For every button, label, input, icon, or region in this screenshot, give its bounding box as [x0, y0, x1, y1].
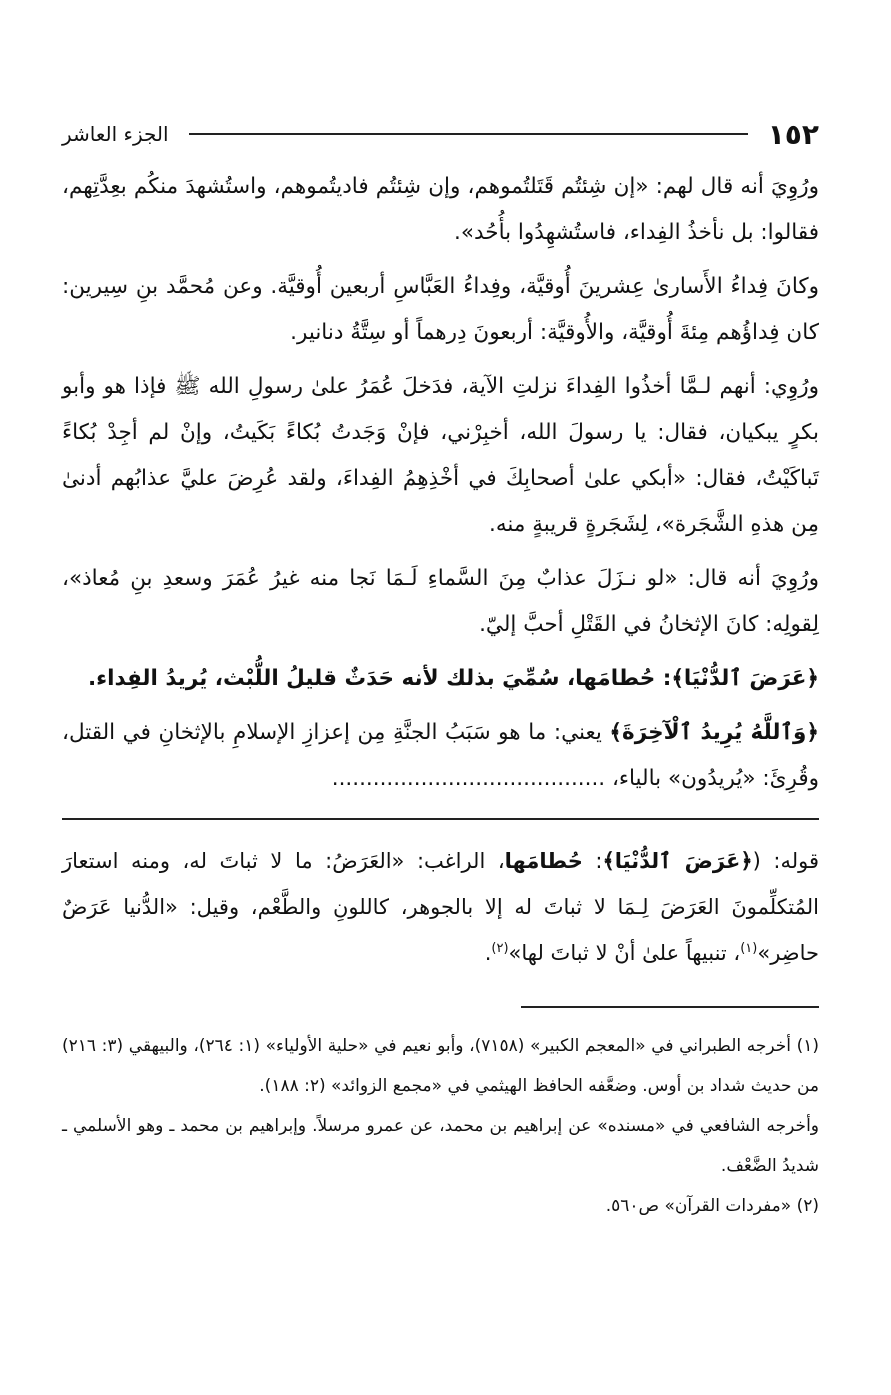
quran-quote: ﴿عَرَضَ ٱلدُّنْيَا﴾	[671, 666, 819, 691]
footnote-ref-1[interactable]: (١)	[740, 941, 758, 956]
quran-quote: ﴿وَٱللَّهُ يُرِيدُ ٱلْآخِرَةَ﴾	[609, 720, 819, 745]
footnote-ref-2[interactable]: (٢)	[491, 941, 509, 956]
paragraph-6	[62, 710, 819, 802]
commentary-intro: قوله: (	[752, 849, 819, 873]
footnote-2: (٢) «مفردات القرآن» ص٥٦٠.	[605, 1196, 819, 1216]
footnote-1: (١) أخرجه الطبراني في «المعجم الكبير» (٧١٥٨)، وأبو نعيم في «حلية الأولياء» (١: ٢٦٤)، والبيهقي (٣: ٢١٦) من حديث شداد بن أوس. وضعَّفه الحافظ الهيثمي في «مجمع الزوائد» (٢: ١٨٨).	[62, 1036, 819, 1096]
footnotes-rule	[521, 1006, 819, 1008]
footnotes-rule-wrap	[62, 1006, 819, 1008]
paragraph-4: ورُوِيَ أنه قال: «لو نـزَلَ عذابٌ مِنَ السَّماءِ لَـمَا نَجا منه غيرُ عُمَرَ وسعدِ بنِ مُعاذ»، لِقولِه: كانَ الإثخانُ في القَتْلِ أحبَّ إليّ.	[62, 566, 819, 637]
page-number: ١٥٢	[767, 117, 819, 151]
paragraph-6-text: يعني: ما هو سَبَبُ الجنَّةِ مِن إعزازِ الإسلامِ بالإثخانِ في القتل، وقُرِئَ: «يُريدُون» بالياء، ........................................	[62, 720, 819, 791]
paragraph-2: وكانَ فِداءُ الأَسارىٰ عِشرينَ أُوقيَّة، وفِداءُ العَبَّاسِ أربعين أُوقيَّة. وعن مُحمَّد بنِ سِيرين: كان فِداؤُهم مِئةَ أُوقيَّة، والأُوقيَّة: أربعونَ دِرهماً أو سِتَّةُ دنانير.	[62, 274, 819, 345]
commentary-end: .	[484, 941, 492, 965]
paragraph-1: ورُوِيَ أنه قال لهم: «إن شِئتُم قَتَلتُموهم، وإن شِئتُم فاديتُموهم، واستُشهدَ منكُم بعِدَّتِهم، فقالوا: بل نأخذُ الفِداء، فاستُشهِدُوا بأُحُد».	[62, 174, 819, 245]
paragraph-5	[62, 656, 819, 702]
quran-quote: ﴿عَرَضَ ٱلدُّنْيَا﴾	[602, 849, 753, 873]
commentary-keyword: حُطامَها	[504, 849, 583, 873]
part-title: الجزء العاشر	[62, 122, 169, 146]
commentary-text: ، الراغب: «العَرَضُ: ما لا ثباتَ له، ومنه استعارَ المُتكلِّمونَ العَرَضَ لِـمَا لا ثباتَ له إلا بالجوهر، كاللونِ والطَّعْم، وقيل: «الدُّنيا عَرَضٌ حاضِر»	[62, 849, 819, 965]
commentary-after-quran: :	[582, 849, 603, 873]
book-page	[62, 112, 819, 1226]
paragraph-5-text: : حُطامَها، سُمِّيَ بذلك لأنه حَدَثٌ قليلُ اللُّبْث، يُريدُ الفِداء.	[88, 666, 672, 691]
running-header	[62, 112, 819, 156]
commentary-text-2: ، تنبيهاً علىٰ أنْ لا ثباتَ لها»	[508, 941, 741, 965]
footnotes	[62, 1026, 819, 1226]
main-text-rule	[62, 818, 819, 820]
commentary	[62, 838, 819, 976]
main-text	[62, 164, 819, 802]
header-rule	[189, 133, 748, 135]
footnote-1-continued: وأخرجه الشافعي في «مسنده» عن إبراهيم بن محمد، عن عمرو مرسلاً. وإبراهيم بن محمد ـ وهو الأسلمي ـ شديدُ الضَّعْف.	[62, 1116, 819, 1176]
paragraph-3: ورُوِي: أنهم لـمَّا أخذُوا الفِداءَ نزلتِ الآية، فدَخلَ عُمَرُ علىٰ رسولِ الله ﷺ فإذا هو وأبو بكرٍ يبكيان، فقال: يا رسولَ الله، أخبِرْني، فإنْ وَجَدتُ بُكاءً بَكَيتُ، وإنْ لم أجِدْ بُكاءً تَباكَيْتُ، فقال: «أبكي علىٰ أصحابِكَ في أخْذِهِمُ الفِداءَ، ولقد عُرِضَ عليَّ عذابُهم أدنىٰ مِن هذهِ الشَّجَرة»، لِشَجَرةٍ قريبةٍ منه.	[62, 374, 819, 537]
